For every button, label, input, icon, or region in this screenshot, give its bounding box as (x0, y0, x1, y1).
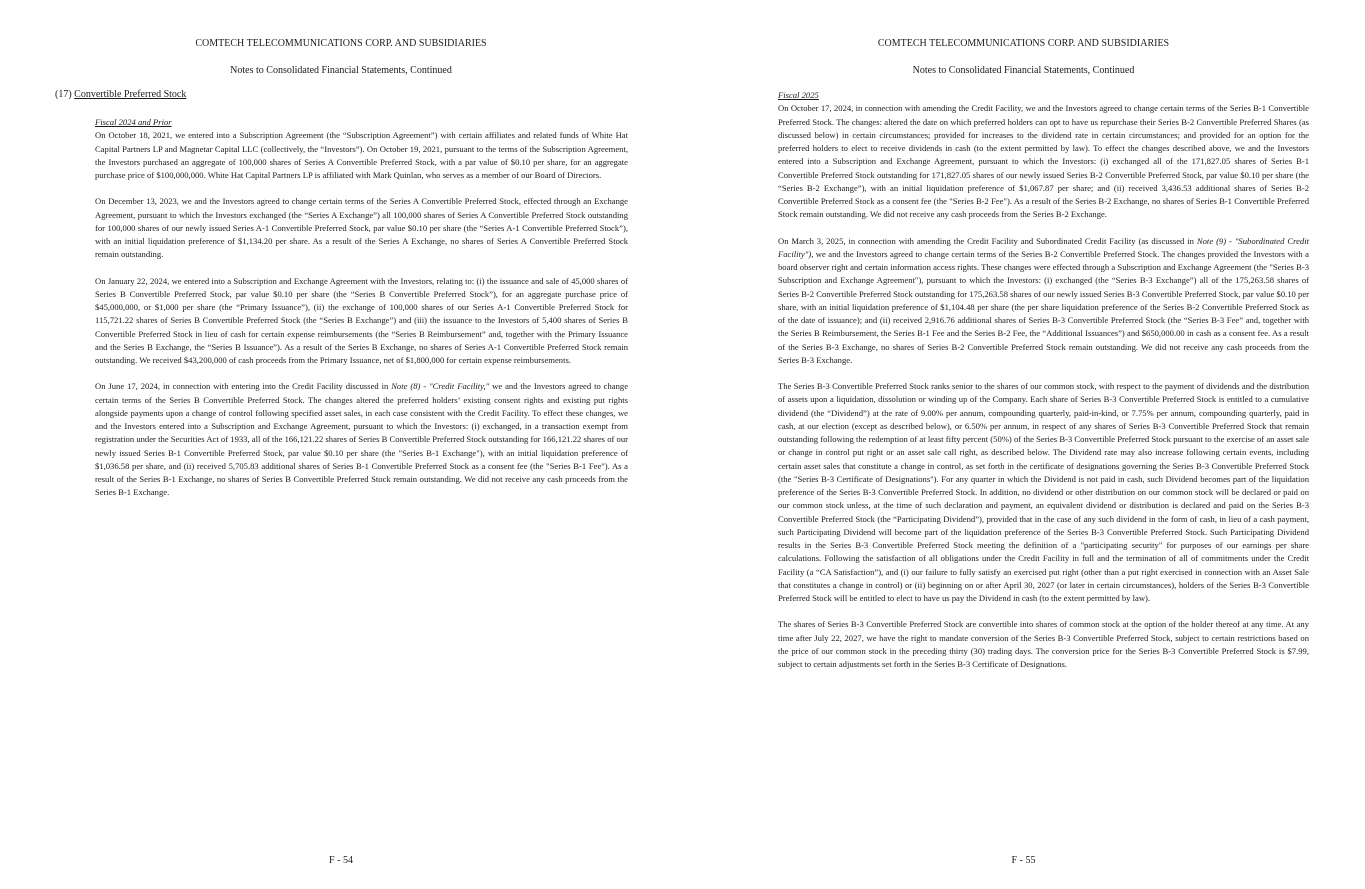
paragraph: The Series B-3 Convertible Preferred Stock ranks senior to the shares of our common stock, with respect to the payment of dividends and the distribution of assets upon a liquidation, dissolution or winding up of the Company. Each share of Series B-3 Convertible Preferred Stock is entitled to a cumulative dividend (the “Dividend”) at the rate of 9.00% per annum, compounding quarterly, paid-in-kind, or 7.75% per annum, compounding quarterly, paid in cash, at our election (except as described below), or 6.50% per annum, in respect of any shares of Series B-3 Convertible Preferred Stock that remain outstanding following the redemption of at least fifty percent (50%) of the Series B-3 Convertible Preferred Stock pursuant to the exercise of an asset sale or change in control put right or an asset sale call right, as described below. The Dividend rate may also increase following certain events, including certain asset sales that constitute a change in control, as set forth in the certificate of designations governing the Series B-3 Convertible Preferred Stock (the "Series B-3 Certificate of Designations"). For any quarter in which the Dividend is not paid in cash, such Dividend becomes part of the liquidation preference of the Series B-3 Convertible Preferred Stock. In addition, no dividend or other distribution on our common stock will be declared or paid on our common stock unless, at the time of such declaration and payment, an equivalent dividend or distribution is declared and paid on the Series B-3 Convertible Preferred Stock (the “Participating Dividend”), provided that in the case of any such dividend in the form of cash, in lieu of a cash payment, such Participating Dividend will become part of the liquidation preference of the Series B-3 Convertible Preferred Stock. Such Participating Dividend results in the Series B-3 Convertible Preferred Stock meeting the definition of a "participating security" for purposes of our earnings per share calculations. Following the satisfaction of all obligations under the Credit Facility in full and the termination of all of commitments under the Credit Facility (a “CA Satisfaction”), and (i) our failure to fully satisfy an exercised put right (other than a put right exercised in connection with an Asset Sale that constitutes a change in control) or (ii) beginning on or after April 30, 2027 (or later in certain circumstances), holders of the Series B-3 Convertible Preferred Stock will be entitled to elect to have us pay the Dividend in cash (to the extent permitted by law). (778, 381, 1309, 603)
left-body (95, 116, 628, 513)
notes-header: Notes to Consolidated Financial Statements, Continued (912, 65, 1135, 76)
company-header: COMTECH TELECOMMUNICATIONS CORP. AND SUBSIDIARIES (877, 38, 1170, 49)
page-number: F - 54 (329, 855, 353, 866)
section-title (55, 89, 186, 101)
note-reference: Note (9) - "Subordinated Credit Facility") (778, 235, 1309, 259)
company-header: COMTECH TELECOMMUNICATIONS CORP. AND SUBSIDIARIES (195, 38, 487, 49)
paragraph: On December 13, 2023, we and the Investors agreed to change certain terms of the Series A Convertible Preferred Stock, effected through an Exchange Agreement, pursuant to which the Investors exchanged (the “Series A Exchange”) all 100,000 shares of Series A Convertible Preferred Stock outstanding for 100,000 shares of our newly issued Series A-1 Convertible Preferred Stock, par value $0.10 per share (the “Series A-1 Convertible Preferred Stock”), with an initial liquidation preference of $1,134.20 per share. As a result of the Series A Exchange, no shares of Series A Convertible Preferred Stock remain outstanding. (95, 196, 628, 260)
section-number: (17) (55, 89, 72, 100)
paragraph (778, 235, 1309, 368)
paragraph (95, 380, 628, 499)
paragraph: The shares of Series B-3 Convertible Preferred Stock are convertible into shares of common stock at the option of the holder thereof at any time. At any time after July 22, 2027, we have the right to mandate conversion of the Series B-3 Convertible Preferred Stock, subject to certain restrictions based on the price of our common stock in the preceding thirty (30) trading days. The conversion price for the Series B-3 Convertible Preferred Stock is $7.99, subject to certain adjustments set forth in the Series B-3 Certificate of Designations. (778, 619, 1309, 669)
right-page (682, 0, 1365, 889)
notes-header: Notes to Consolidated Financial Statements, Continued (230, 65, 452, 76)
page-number: F - 55 (1011, 855, 1036, 866)
paragraph: On October 18, 2021, we entered into a Subscription Agreement (the “Subscription Agreement”) with certain affiliates and related funds of White Hat Capital Partners LP and Magnetar Capital LLC (collectively, the “Investors”). On October 19, 2021, pursuant to the terms of the Subscription Agreement, the Investors purchased an aggregate of 100,000 shares of Series A Convertible Preferred Stock, with a par value of $0.10 per share, for an aggregate purchase price of $100,000,000. White Hat Capital Partners LP is affiliated with Mark Quinlan, who serves as a member of our Board of Directors. (95, 130, 628, 180)
left-page (0, 0, 682, 889)
paragraph-text: On March 3, 2025, in connection with amending the Credit Facility and Subordinated Credit Facility (as discussed in (778, 235, 1197, 246)
paragraph: On October 17, 2024, in connection with amending the Credit Facility, we and the Investors agreed to change certain terms of the Series B-1 Convertible Preferred Stock. The changes: altered the date on which preferred holders can opt to have us repurchase their Series B-2 Convertible Preferred Shares (as discussed below) in certain circumstances; provided for increases to the dividend rate in certain circumstances; and provided for an option for the preferred holders to elect to receive dividends in cash (to the extent permitted by law). To effect the changes described above, we and the Investors entered into a Subscription and Exchange Agreement, pursuant to which the Investors: (i) exchanged all of the 171,827.05 shares of Series B-1 Convertible Preferred Stock outstanding for 171,827.05 shares of our newly issued Series B-2 Convertible Preferred Stock, par value $0.10 per share (the “Series B-2 Exchange”), with an initial liquidation preference of $1,067.87 per share; and (ii) received 3,436.53 additional shares of Series B-2 Convertible Preferred Stock as a consent fee (the "Series B-2 Fee"). As a result of the Series B-2 Exchange, no shares of Series B-1 Convertible Preferred Stock remain outstanding. We did not receive any cash proceeds from the Series B-2 Exchange. (778, 103, 1309, 220)
note-reference: Note (8) - "Credit Facility," (391, 381, 490, 392)
paragraph: On January 22, 2024, we entered into a Subscription and Exchange Agreement with the Investors, relating to: (i) the issuance and sale of 45,000 shares of Series B Convertible Preferred Stock, par value $0.10 per share (the “Series B Convertible Preferred Stock”), for an aggregate purchase price of $45,000,000, or $1,000 per share (the “Primary Issuance”), (ii) the exchange of 100,000 shares of our Series A-1 Convertible Preferred Stock for 115,721.22 shares of Series B Convertible Preferred Stock (the “Series B Exchange”) and (iii) the issuance to the Investors of 5,400 shares of Series B Convertible Preferred Stock in lieu of cash for certain expense reimbursements (the “Series B Reimbursement” and, together with the Primary Issuance and the Series B Exchange, the “Series B Issuance”). As a result of the Series B Exchange, no shares of Series A-1 Convertible Preferred Stock remain outstanding. We received $43,200,000 of cash proceeds from the Primary Issuance, net of $1,800,000 for certain expense reimbursements. (95, 275, 628, 365)
right-body (778, 89, 1309, 684)
paragraph-text: On June 17, 2024, in connection with entering into the Credit Facility discussed in (95, 381, 392, 392)
subheading: Fiscal 2024 and Prior (95, 117, 172, 127)
paragraph-text: , we and the Investors agreed to change certain terms of the Series B-2 Convertible Preferred Stock. The changes provided the Investors with a board observer right and certain information access rights. These changes were effected through a Subscription and Exchange Agreement (the "Series B-3 Subscription and Exchange Agreement"), pursuant to which the Investors: (i) exchanged (the “Series B-3 Exchange”) all of the 175,263.58 shares of Series B-2 Convertible Preferred Stock outstanding for 175,263.58 shares of our newly issued Series B-3 Convertible Preferred Stock, par value $0.10 per share, with an initial liquidation preference of $1,104.48 per share (the per share liquidation preference of the Series B-2 Convertible Preferred Stock as of the date of issuance); and (ii) received 2,916.76 additional shares of Series B-3 Convertible Preferred Stock (the “Series B-3 Fee” and, together with the Series B Reimbursement, the Series B-1 Fee and the Series B-2 Fee, the “Additional Issuances”) and $650,000.00 in cash as a consent fee. As a result of the Series B-3 Exchange, no shares of Series B-2 Convertible Preferred Stock remain outstanding. We did not receive any cash proceeds from the Series B-3 Exchange. (778, 248, 1309, 365)
paragraph-text: we and the Investors agreed to change certain terms of the Series B Convertible Preferred Stock. The changes altered the preferred holders’ existing consent rights and existing put rights alongside payments upon a change of control following specified asset sales, in each case consistent with the Credit Facility. To effect these changes, we and the Investors entered into a Subscription and Exchange Agreement, pursuant to which the Investors: (i) exchanged, in a transaction exempt from registration under the Securities Act of 1933, all of the 166,121.22 shares of Series B Convertible Preferred Stock outstanding for 166,121.22 shares of our newly issued Series B-1 Convertible Preferred Stock, par value $0.10 per share (the "Series B-1 Exchange"), with an initial liquidation preference of $1,036.58 per share, and (ii) received 5,705.83 additional shares of Series B-1 Convertible Preferred Stock as a consent fee (the "Series B-1 Fee"). As a result of the Series B-1 Exchange, no shares of Series B Convertible Preferred Stock remain outstanding. We did not receive any cash proceeds from the Series B-1 Exchange. (95, 381, 629, 498)
section-title-text: Convertible Preferred Stock (74, 89, 187, 100)
subheading: Fiscal 2025 (778, 90, 819, 100)
